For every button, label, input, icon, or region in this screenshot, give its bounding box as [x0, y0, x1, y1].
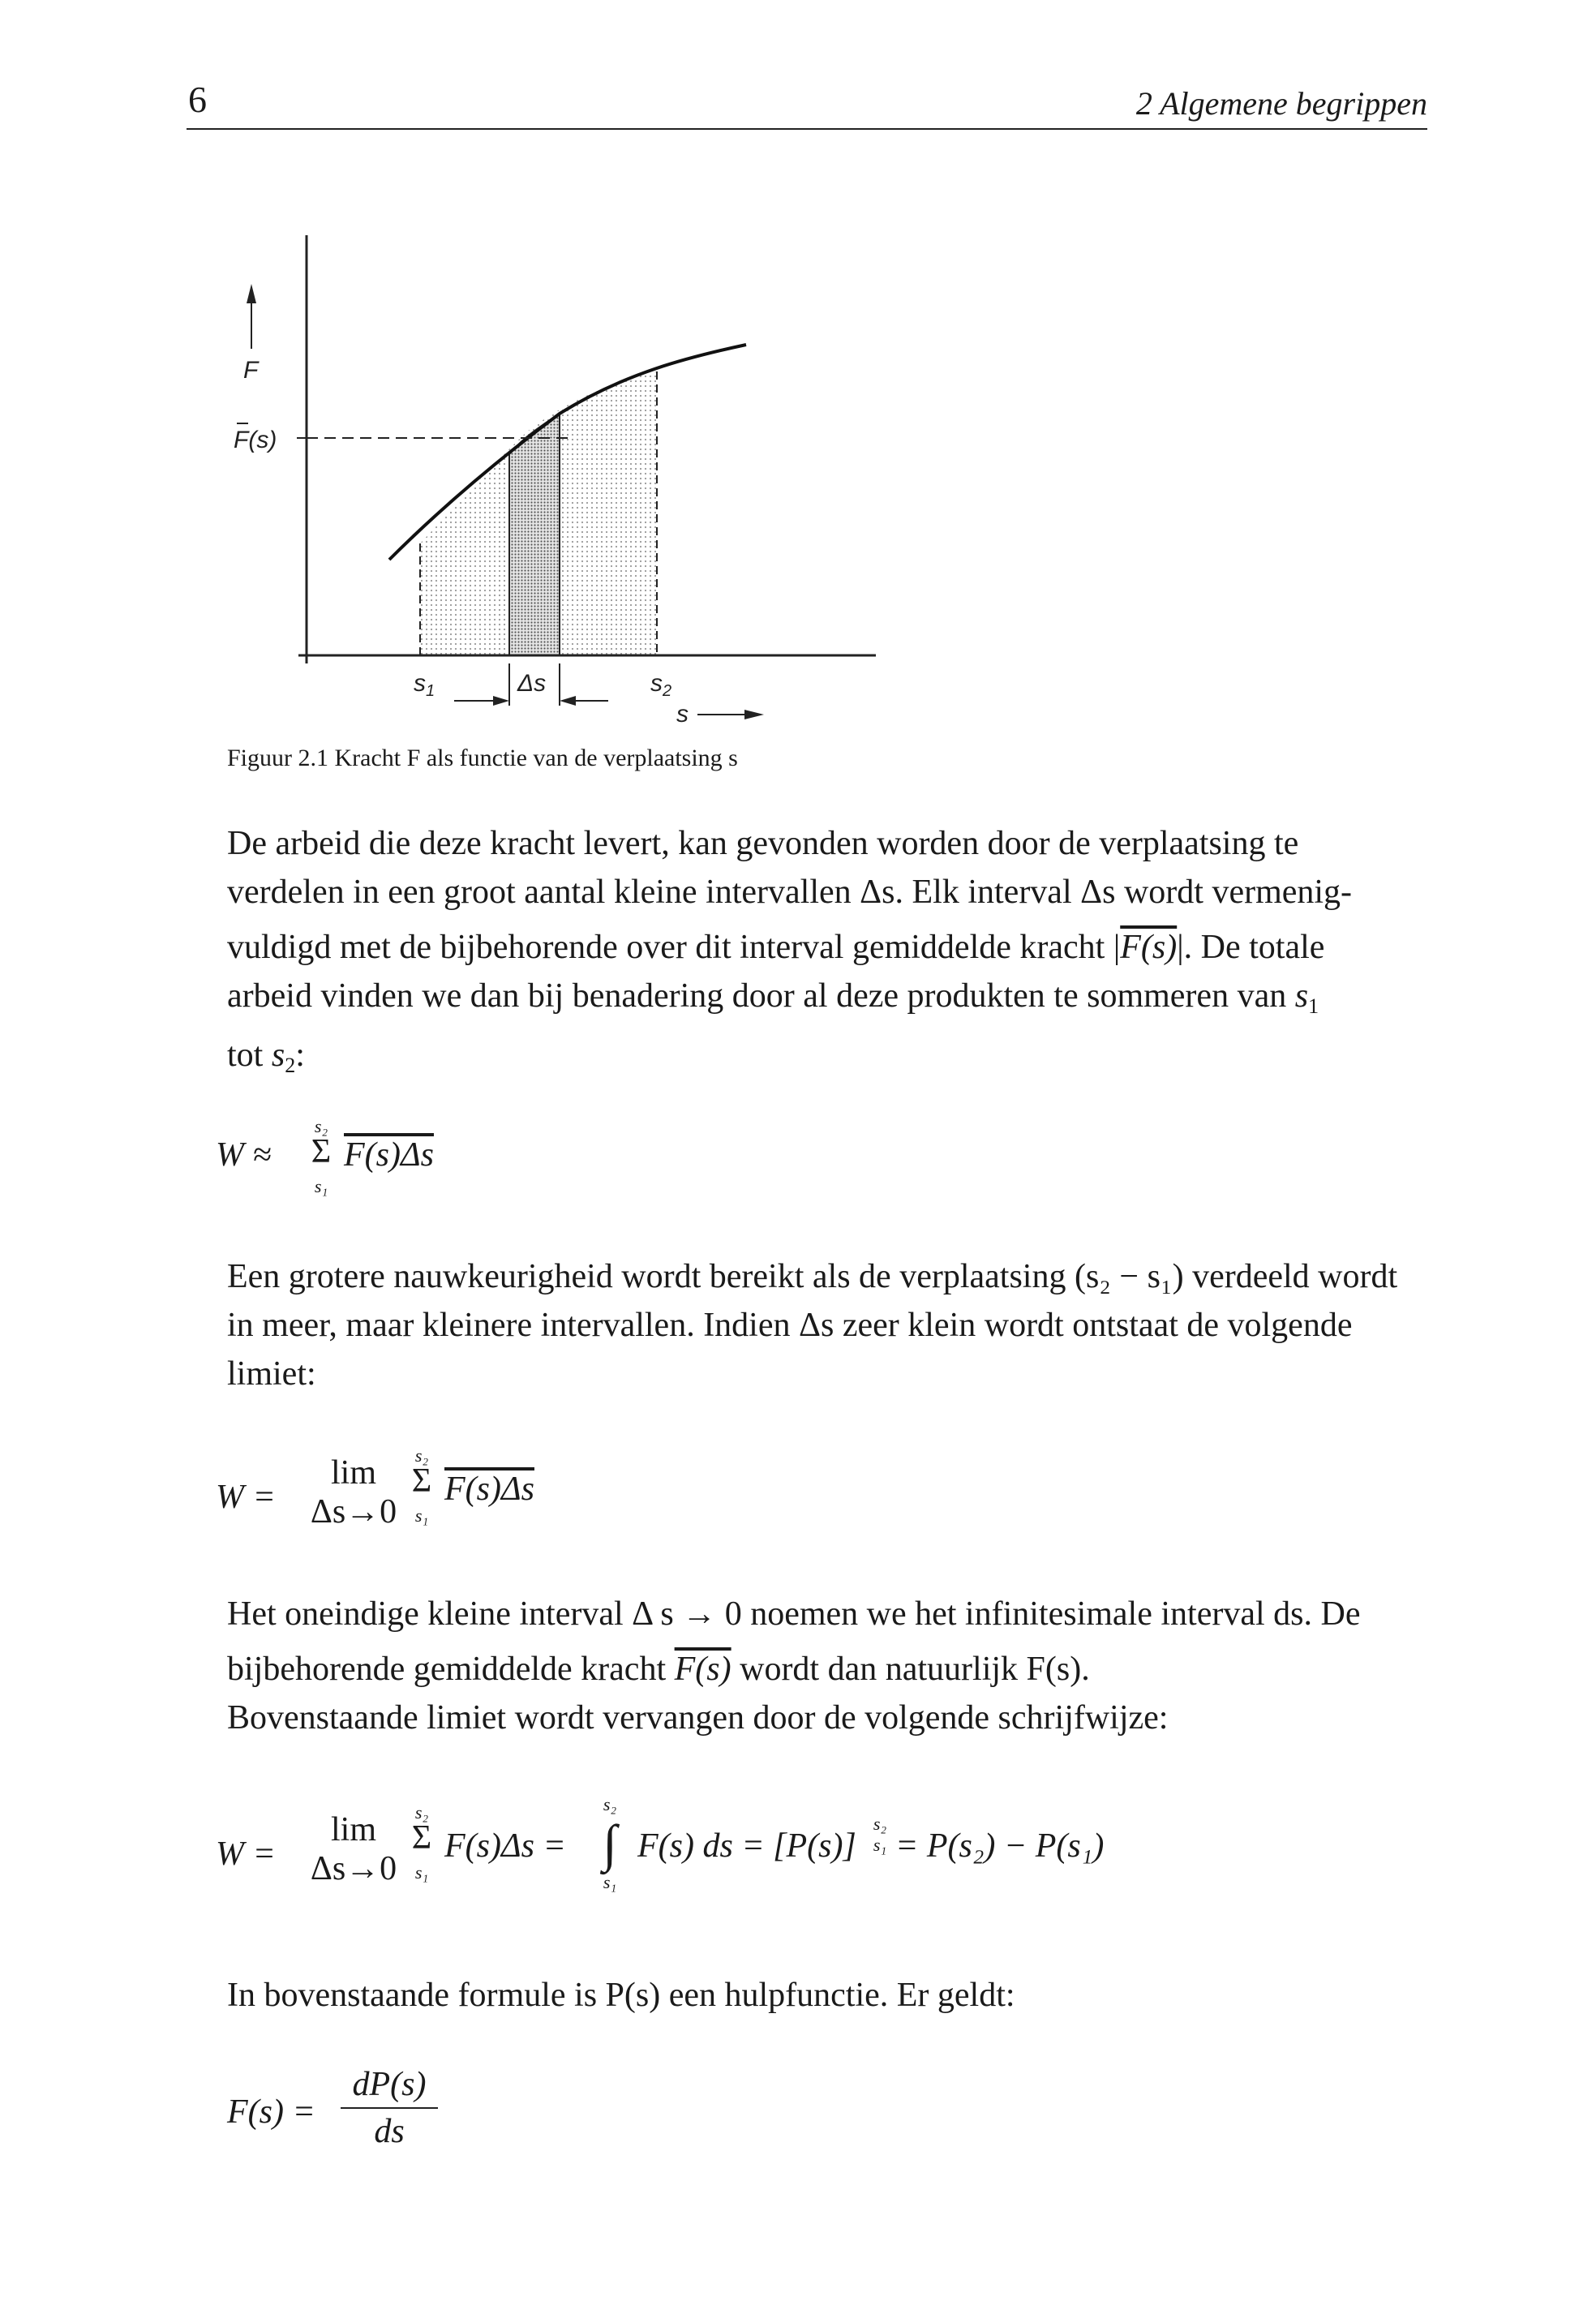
paragraph-2 — [227, 1252, 1427, 1398]
equation-2-term: F(s)Δs — [444, 1471, 534, 1508]
chapter-title: 2 Algemene begrippen — [1135, 85, 1427, 122]
equation-4-lhs: F(s) = — [227, 2093, 315, 2131]
p4-line-1: In bovenstaande formule is P(s) een hulpfunctie. Er geldt: — [227, 1977, 1015, 2014]
equation-3-bracket-limits: s₂ s₁ — [873, 1814, 887, 1855]
p1-line-4: arbeid vinden we dan bij benadering door al deze produkten te sommeren van $s_1$ — [227, 977, 1319, 1018]
figure-caption: Figuur 2.1 Kracht F als functie van de verplaatsing s — [227, 745, 738, 771]
paragraph-1 — [227, 819, 1427, 1090]
force-displacement-figure — [187, 219, 916, 738]
p1-line-3: vuldigd met de bijbehorende over dit interval gemiddelde kracht |F(s)|. De totale — [227, 929, 1325, 966]
p2-line-3: limiet: — [227, 1355, 316, 1393]
equation-4-fraction: dP(s) ds — [341, 2065, 438, 2151]
f-arrow-head — [247, 284, 256, 303]
x-axis-label: s — [676, 701, 689, 728]
header-rule — [187, 128, 1427, 130]
equation-3-sum: s₂ Σ s₁ — [411, 1802, 432, 1883]
p1-line-2: verdelen in een groot aantal kleine intervallen Δs. Elk interval Δs wordt vermenig- — [227, 874, 1353, 911]
equation-3-limit: lim Δs→0 — [310, 1811, 397, 1887]
s2-label: $s_2$ — [650, 670, 672, 700]
delta-s-left-arrowhead — [493, 696, 509, 706]
p2-line-2: in meer, maar kleinere intervallen. Indien Δs zeer klein wordt ontstaat de volgende — [227, 1307, 1353, 1344]
equation-1-sum: s₂ Σ s₁ — [311, 1116, 332, 1196]
equation-1-term: F(s)Δs — [344, 1136, 434, 1174]
s1-label: $s_1$ — [414, 670, 435, 700]
p3-line-1: Het oneindige kleine interval Δ s → 0 noemen we het infinitesimale interval ds. De — [227, 1595, 1361, 1633]
p1-line-5: tot $s_2$: — [227, 1037, 305, 1077]
equation-3-term: F(s)Δs = — [444, 1827, 566, 1865]
p2-line-1: Een grotere nauwkeurigheid wordt bereikt als de verplaatsing (s₂ − s₁) verdeeld wordt — [227, 1258, 1398, 1295]
equation-2-sum: s₂ Σ s₁ — [411, 1445, 432, 1526]
y-axis-label: F — [243, 357, 259, 384]
paragraph-3 — [227, 1590, 1427, 1742]
equation-3-integral: s₂ ∫ s₁ — [603, 1794, 617, 1892]
delta-s-right-arrowhead — [560, 696, 576, 706]
s-arrow-head — [744, 710, 764, 719]
delta-s-label: Δs — [517, 670, 547, 697]
equation-2-limit: lim Δs→0 — [310, 1454, 397, 1531]
delta-s-strip — [509, 414, 560, 655]
p1-line-1: De arbeid die deze kracht levert, kan gevonden worden door de verplaatsing te — [227, 825, 1299, 862]
equation-2-lhs: W = — [216, 1479, 276, 1516]
page-number: 6 — [188, 79, 207, 120]
f-bar-label: F(s) — [234, 427, 277, 453]
equation-3-rhs-1: F(s) ds = [P(s)] — [637, 1827, 856, 1865]
paragraph-4 — [227, 1971, 1427, 2020]
p3-line-3: Bovenstaande limiet wordt vervangen door de volgende schrijfwijze: — [227, 1699, 1169, 1737]
equation-3-lhs: W = — [216, 1835, 276, 1873]
p3-line-2: bijbehorende gemiddelde kracht F(s) wordt dan natuurlijk F(s). — [227, 1651, 1090, 1688]
equation-3-rhs-2: = P(s₂) − P(s₁) — [895, 1827, 1105, 1865]
equation-1: W ≈ — [216, 1136, 272, 1174]
